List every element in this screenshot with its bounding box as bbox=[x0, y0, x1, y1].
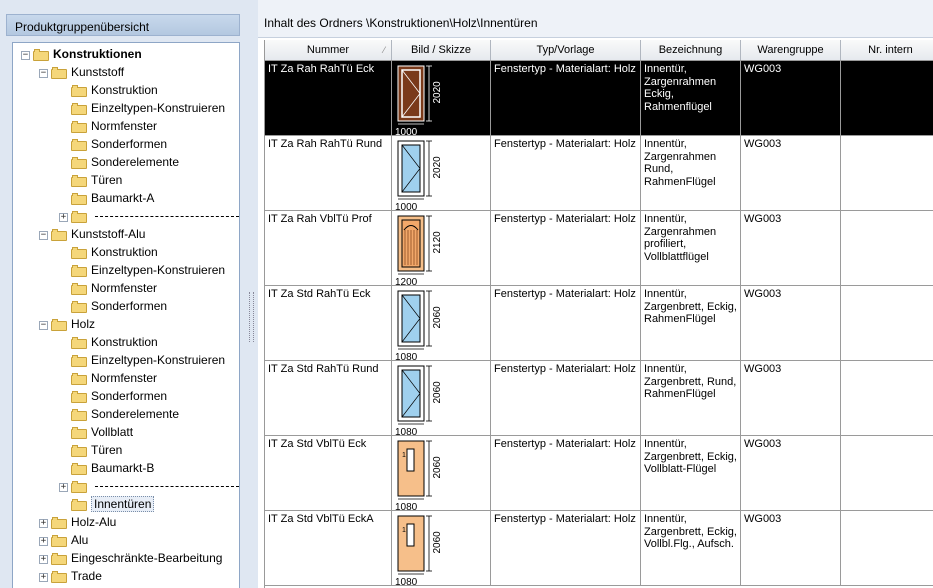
tree-node-konstruktion[interactable]: Konstruktion bbox=[71, 81, 158, 99]
door-sketch-icon bbox=[394, 363, 454, 435]
folder-icon bbox=[71, 499, 87, 511]
tree-node-konstruktionen[interactable]: Konstruktionen bbox=[33, 45, 142, 63]
sketch-width-label: 1000 bbox=[395, 127, 418, 135]
svg-text:1: 1 bbox=[402, 527, 406, 534]
separator-line bbox=[95, 486, 239, 488]
cell-nummer: IT Za Std VblTü EckA bbox=[265, 511, 392, 586]
folder-icon bbox=[71, 301, 87, 313]
cell-typ: Fenstertyp - Materialart: Holz bbox=[491, 286, 641, 361]
folder-icon bbox=[71, 427, 87, 439]
sketch-cell bbox=[392, 61, 491, 136]
cell-bezeichnung: Innentür, Zargenrahmen profiliert, Vollblattflügel bbox=[641, 211, 741, 286]
column-header-bezeichnung[interactable]: Bezeichnung bbox=[641, 40, 741, 60]
folder-icon bbox=[71, 445, 87, 457]
tree-node-sonderelemente[interactable]: Sonderelemente bbox=[71, 153, 179, 171]
folder-icon bbox=[71, 409, 87, 421]
tree-node-alu[interactable]: Alu bbox=[51, 531, 88, 549]
folder-icon bbox=[71, 175, 87, 187]
cell-warengruppe: WG003 bbox=[741, 361, 841, 436]
door-sketch-icon bbox=[394, 438, 454, 510]
cell-nr-intern bbox=[841, 436, 933, 511]
sketch-width-label: 1200 bbox=[395, 277, 418, 285]
column-header-warengruppe[interactable]: Warengruppe bbox=[741, 40, 841, 60]
folder-icon bbox=[71, 139, 87, 151]
folder-icon bbox=[71, 211, 87, 223]
cell-bezeichnung: Innentür, Zargenbrett, Rund, RahmenFlügel bbox=[641, 361, 741, 436]
tree-node-kunststoff[interactable]: Kunststoff bbox=[51, 63, 124, 81]
tree-node-baumarkt-a[interactable]: Baumarkt-A bbox=[71, 189, 154, 207]
tree-node-holz[interactable]: Holz bbox=[51, 315, 95, 333]
sketch-width-label: 1080 bbox=[395, 502, 418, 510]
folder-icon bbox=[71, 481, 87, 493]
folder-icon bbox=[71, 373, 87, 385]
sketch-height-label: 2020 bbox=[432, 156, 443, 179]
sketch-cell bbox=[392, 436, 491, 511]
tree-node-trade[interactable]: Trade bbox=[51, 567, 102, 585]
tree-node-normfenster[interactable]: Normfenster bbox=[71, 279, 157, 297]
folder-icon bbox=[51, 553, 67, 565]
cell-typ: Fenstertyp - Materialart: Holz bbox=[491, 211, 641, 286]
tree-node-innentueren[interactable]: Innentüren bbox=[71, 495, 154, 513]
folder-icon bbox=[51, 229, 67, 241]
tree-node-separator[interactable] bbox=[71, 477, 91, 495]
tree-node-vollblatt[interactable]: Vollblatt bbox=[71, 423, 133, 441]
door-sketch-icon bbox=[394, 288, 454, 360]
folder-icon bbox=[51, 67, 67, 79]
folder-icon bbox=[71, 265, 87, 277]
table-row[interactable] bbox=[265, 211, 933, 286]
tree-node-separator[interactable] bbox=[71, 207, 91, 225]
tree-node-eingeschraenkte[interactable]: Eingeschränkte-Bearbeitung bbox=[51, 549, 222, 567]
folder-icon bbox=[71, 85, 87, 97]
sketch-height-label: 2120 bbox=[432, 231, 443, 254]
expand-icon[interactable]: + bbox=[40, 554, 47, 564]
folder-icon bbox=[33, 49, 49, 61]
tree-node-baumarkt-b[interactable]: Baumarkt-B bbox=[71, 459, 154, 477]
cell-nummer: IT Za Rah RahTü Eck bbox=[265, 61, 392, 136]
expand-icon[interactable]: + bbox=[60, 212, 67, 222]
sketch-height-label: 2060 bbox=[432, 531, 443, 554]
cell-nummer: IT Za Rah RahTü Rund bbox=[265, 136, 392, 211]
table-row[interactable] bbox=[265, 286, 933, 361]
tree-node-einzeltypen[interactable]: Einzeltypen-Konstruieren bbox=[71, 351, 225, 369]
column-header-nr-intern[interactable]: Nr. intern bbox=[841, 40, 933, 60]
cell-nummer: IT Za Rah VblTü Prof bbox=[265, 211, 392, 286]
table-row[interactable] bbox=[265, 361, 933, 436]
cell-nr-intern bbox=[841, 361, 933, 436]
cell-warengruppe: WG003 bbox=[741, 511, 841, 586]
folder-icon bbox=[71, 103, 87, 115]
tree-node-normfenster[interactable]: Normfenster bbox=[71, 369, 157, 387]
cell-nr-intern bbox=[841, 511, 933, 586]
cell-nummer: IT Za Std VblTü Eck bbox=[265, 436, 392, 511]
folder-icon bbox=[71, 157, 87, 169]
cell-typ: Fenstertyp - Materialart: Holz bbox=[491, 436, 641, 511]
panel-title: Produktgruppenübersicht bbox=[6, 14, 240, 36]
grid-header bbox=[265, 40, 933, 61]
cell-typ: Fenstertyp - Materialart: Holz bbox=[491, 511, 641, 586]
folder-icon bbox=[71, 391, 87, 403]
tree-node-holz-alu[interactable]: Holz-Alu bbox=[51, 513, 116, 531]
folder-icon bbox=[71, 463, 87, 475]
table-row[interactable] bbox=[265, 61, 933, 136]
tree-node-sonderelemente[interactable]: Sonderelemente bbox=[71, 405, 179, 423]
cell-warengruppe: WG003 bbox=[741, 136, 841, 211]
table-row[interactable] bbox=[265, 136, 933, 211]
folder-icon bbox=[71, 283, 87, 295]
tree-node-kunststoff-alu[interactable]: Kunststoff-Alu bbox=[51, 225, 145, 243]
folder-content-panel bbox=[258, 0, 933, 588]
collapse-icon[interactable]: − bbox=[40, 320, 47, 330]
tree-node-tueren[interactable]: Türen bbox=[71, 171, 122, 189]
tree-node-normfenster[interactable]: Normfenster bbox=[71, 117, 157, 135]
cell-nummer: IT Za Std RahTü Eck bbox=[265, 286, 392, 361]
door-sketch-icon bbox=[394, 213, 454, 285]
expand-icon[interactable]: + bbox=[40, 572, 47, 582]
cell-bezeichnung: Innentür, Zargenrahmen Rund, RahmenFlügel bbox=[641, 136, 741, 211]
table-row[interactable] bbox=[265, 511, 933, 586]
folder-icon bbox=[51, 535, 67, 547]
separator-line bbox=[95, 216, 239, 218]
column-header-bild[interactable]: Bild / Skizze bbox=[392, 40, 491, 60]
svg-text:1: 1 bbox=[402, 452, 406, 459]
table-row[interactable] bbox=[265, 436, 933, 511]
sketch-cell bbox=[392, 361, 491, 436]
splitter-grip-icon bbox=[249, 292, 254, 342]
folder-tree[interactable] bbox=[12, 42, 240, 588]
sketch-cell bbox=[392, 211, 491, 286]
tree-node-sonderformen[interactable]: Sonderformen bbox=[71, 297, 167, 315]
folder-icon bbox=[71, 193, 87, 205]
cell-typ: Fenstertyp - Materialart: Holz bbox=[491, 361, 641, 436]
content-grid[interactable] bbox=[264, 40, 933, 588]
sketch-cell bbox=[392, 511, 491, 586]
tree-node-einzeltypen[interactable]: Einzeltypen-Konstruieren bbox=[71, 261, 225, 279]
tree-node-sonderformen[interactable]: Sonderformen bbox=[71, 135, 167, 153]
folder-icon bbox=[51, 319, 67, 331]
folder-icon bbox=[71, 121, 87, 133]
sketch-height-label: 2060 bbox=[432, 456, 443, 479]
cell-nr-intern bbox=[841, 61, 933, 136]
expand-icon[interactable]: + bbox=[60, 482, 67, 492]
collapse-icon[interactable]: − bbox=[40, 68, 47, 78]
tree-node-konstruktion[interactable]: Konstruktion bbox=[71, 333, 158, 351]
panel-splitter[interactable] bbox=[246, 0, 258, 588]
folder-icon bbox=[51, 571, 67, 583]
sketch-width-label: 1080 bbox=[395, 577, 418, 585]
sketch-cell bbox=[392, 286, 491, 361]
cell-nummer: IT Za Std RahTü Rund bbox=[265, 361, 392, 436]
folder-path-title: Inhalt des Ordners \Konstruktionen\Holz\Innentüren bbox=[258, 0, 933, 38]
folder-icon bbox=[71, 355, 87, 367]
tree-node-tueren[interactable]: Türen bbox=[71, 441, 122, 459]
sketch-cell bbox=[392, 136, 491, 211]
folder-icon bbox=[71, 337, 87, 349]
tree-node-einzeltypen[interactable]: Einzeltypen-Konstruieren bbox=[71, 99, 225, 117]
expand-icon[interactable]: + bbox=[40, 536, 47, 546]
cell-warengruppe: WG003 bbox=[741, 436, 841, 511]
expand-icon[interactable]: + bbox=[40, 518, 47, 528]
collapse-icon[interactable]: − bbox=[40, 230, 47, 240]
folder-icon bbox=[71, 247, 87, 259]
cell-warengruppe: WG003 bbox=[741, 211, 841, 286]
cell-bezeichnung: Innentür, Zargenbrett, Eckig, Vollbl.Flg., Aufsch. bbox=[641, 511, 741, 586]
sketch-height-label: 2060 bbox=[432, 381, 443, 404]
cell-warengruppe: WG003 bbox=[741, 61, 841, 136]
sort-icon: ⁄ bbox=[383, 45, 385, 55]
cell-nr-intern bbox=[841, 211, 933, 286]
sketch-height-label: 2060 bbox=[432, 306, 443, 329]
cell-nr-intern bbox=[841, 286, 933, 361]
cell-bezeichnung: Innentür, Zargenbrett, Eckig, Vollblatt-Flügel bbox=[641, 436, 741, 511]
cell-nr-intern bbox=[841, 136, 933, 211]
cell-warengruppe: WG003 bbox=[741, 286, 841, 361]
sketch-height-label: 2020 bbox=[432, 81, 443, 104]
cell-typ: Fenstertyp - Materialart: Holz bbox=[491, 61, 641, 136]
cell-bezeichnung: Innentür, Zargenrahmen Eckig, Rahmenflügel bbox=[641, 61, 741, 136]
column-header-nummer[interactable]: Nummer ⁄ bbox=[265, 40, 392, 60]
sketch-width-label: 1080 bbox=[395, 352, 418, 360]
door-sketch-icon bbox=[394, 138, 454, 210]
tree-node-sonderformen[interactable]: Sonderformen bbox=[71, 387, 167, 405]
column-header-typ[interactable]: Typ/Vorlage bbox=[491, 40, 641, 60]
cell-bezeichnung: Innentür, Zargenbrett, Eckig, RahmenFlügel bbox=[641, 286, 741, 361]
product-group-panel bbox=[0, 0, 246, 588]
sketch-width-label: 1080 bbox=[395, 427, 418, 435]
sketch-width-label: 1000 bbox=[395, 202, 418, 210]
cell-typ: Fenstertyp - Materialart: Holz bbox=[491, 136, 641, 211]
tree-node-konstruktion[interactable]: Konstruktion bbox=[71, 243, 158, 261]
door-sketch-icon bbox=[394, 513, 454, 585]
collapse-icon[interactable]: − bbox=[22, 50, 29, 60]
folder-icon bbox=[51, 517, 67, 529]
door-sketch-icon bbox=[394, 63, 454, 135]
